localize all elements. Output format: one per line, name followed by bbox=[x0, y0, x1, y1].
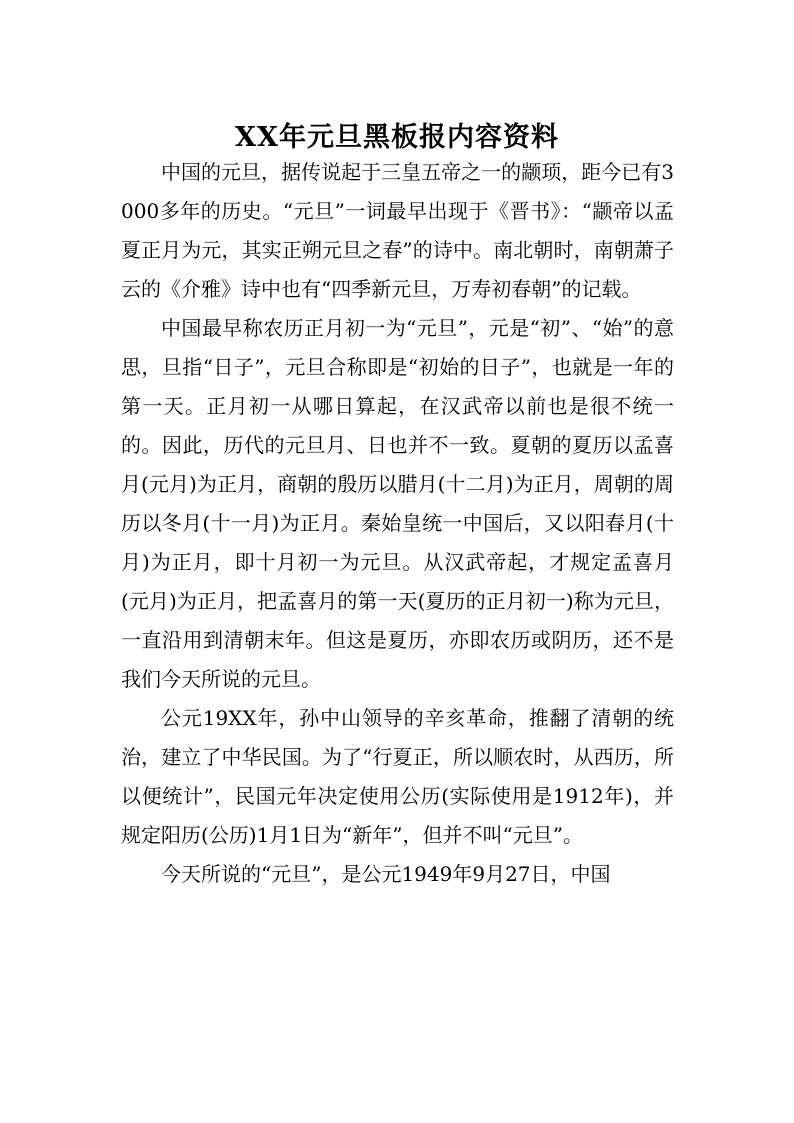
paragraph-history: 中国最早称农历正月初一为“元旦”，元是“初”、“始”的意思，旦指“日子”，元旦合称即是“初始的日子”，也就是一年的第一天。正月初一从哪日算起，在汉武帝以前也是很不统一的。因此，历代的元旦月、日也并不一致。夏朝的夏历以孟喜月(元月)为正月，商朝的殷历以腊月(十二月)为正月，周朝的周历以冬月(十一月)为正月。秦始皇统一中国后，又以阳春月(十月)为正月，即十月初一为元旦。从汉武帝起，才规定孟喜月(元月)为正月，把孟喜月的第一天(夏历的正月初一)称为元旦，一直沿用到清朝末年。但这是夏历，亦即农历或阴历，还不是我们今天所说的元旦。 bbox=[121, 316, 674, 691]
document-title: XX年元旦黑板报内容资料 bbox=[235, 122, 559, 154]
paragraph-republic: 公元19XX年，孙中山领导的辛亥革命，推翻了清朝的统治，建立了中华民国。为了“行夏正，所以顺农时，从西历，所以便统计”，民国元年决定使用公历(实际使用是1912年)，并规定阳历(公历)1月1日为“新年”，但并不叫“元旦”。 bbox=[121, 706, 674, 847]
paragraph-today: 今天所说的“元旦”，是公元1949年9月27日，中国 bbox=[161, 862, 611, 886]
document-body bbox=[121, 153, 674, 894]
paragraph-origin: 中国的元旦，据传说起于三皇五帝之一的颛顼，距今已有3000多年的历史。“元旦”一词最早出现于《晋书》：“颛帝以孟夏正月为元，其实正朔元旦之春”的诗中。南北朝时，南朝萧子云的《介雅》诗中也有“四季新元旦，万寿初春朝”的记载。 bbox=[121, 160, 674, 301]
